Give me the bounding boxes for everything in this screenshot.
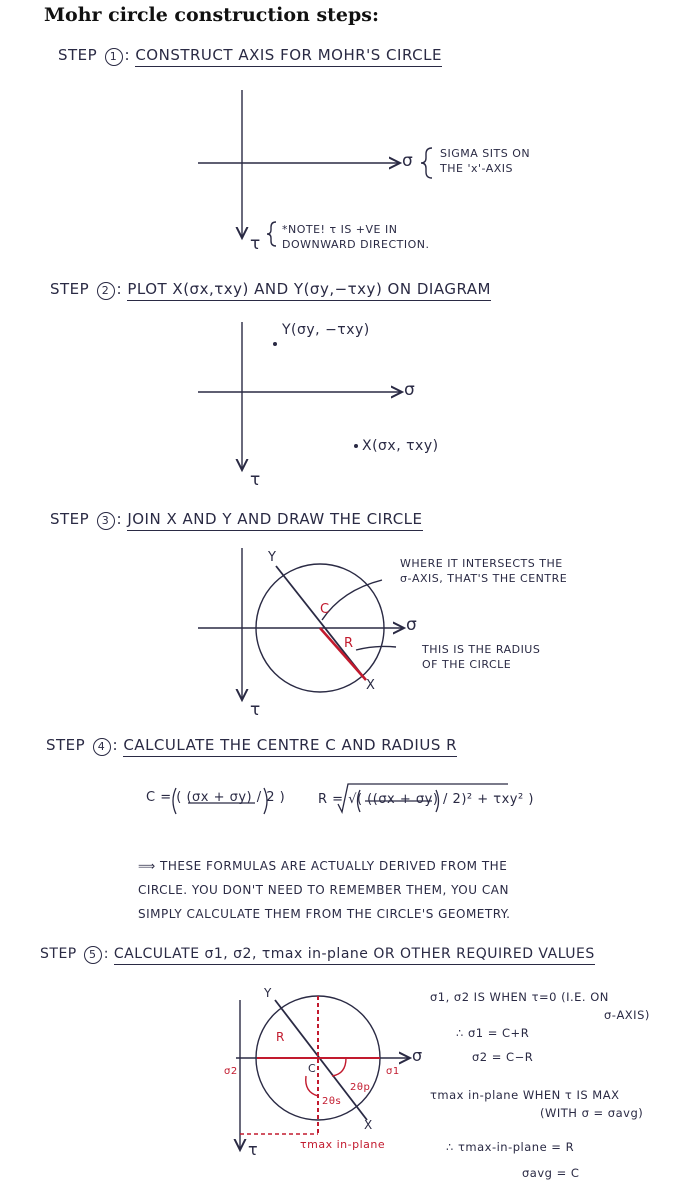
step5-note-5: (WITH σ = σavg): [540, 1106, 644, 1120]
step-1-number: 1: [105, 48, 123, 66]
step-2-number: 2: [97, 282, 115, 300]
step-1-heading: STEP 1 : CONSTRUCT AXIS FOR MOHR'S CIRCLE: [58, 46, 442, 66]
step-4-explanation: ⟹ THESE FORMULAS ARE ACTUALLY DERIVED FROM THE CIRCLE. YOU DON'T NEED TO REMEMBER THEM, YOU CAN SIMPLY CALCULATE THEM FROM THE CIRCLE'S GEOMETRY.: [138, 859, 511, 921]
formula-radius: R = √( ((σx + σy) / 2)² + τxy² ): [318, 792, 534, 807]
step5-note-6: ∴ τmax-in-plane = R: [446, 1140, 575, 1154]
step-5-label-x: X: [364, 1118, 373, 1132]
step-5-diagram: [236, 996, 410, 1150]
step-4-number: 4: [93, 738, 111, 756]
step-5-sigma-label: σ: [412, 1046, 423, 1065]
step-3-label-c: C: [320, 602, 330, 617]
page-title: Mohr circle construction steps:: [44, 4, 380, 26]
step-2-point-y-label: Y(σy, −τxy): [282, 322, 370, 338]
sigma-2-label: σ2: [224, 1066, 238, 1077]
step-3-tau-label: τ: [250, 700, 261, 720]
step5-note-2: ∴ σ1 = C+R: [456, 1026, 530, 1040]
step-1-sigma-note: SIGMA SITS ON THE 'x'-AXIS: [440, 147, 531, 175]
step-1-text: CONSTRUCT AXIS FOR MOHR'S CIRCLE: [135, 46, 442, 67]
tau-max-label: τmax in-plane: [300, 1138, 386, 1151]
step5-note-3: σ2 = C−R: [472, 1050, 534, 1064]
step-3-centre-note: WHERE IT INTERSECTS THE σ-AXIS, THAT'S THE CENTRE: [400, 557, 568, 585]
step-4-prefix: STEP: [46, 736, 86, 754]
step-3-radius-note: THIS IS THE RADIUS OF THE CIRCLE: [422, 643, 541, 671]
step-5-label-c: C: [308, 1062, 317, 1075]
step-5-tau-label: τ: [248, 1140, 259, 1159]
step-3-heading: STEP 3 : JOIN X AND Y AND DRAW THE CIRCLE: [50, 510, 423, 530]
step-5-heading: STEP 5 : CALCULATE σ1, σ2, τmax in-plane OR OTHER REQUIRED VALUES: [40, 946, 595, 964]
step-3-label-y: Y: [268, 550, 277, 565]
step-2-text: PLOT X(σx,τxy) AND Y(σy,−τxy) ON DIAGRAM: [127, 280, 491, 301]
step-2-heading: STEP 2 : PLOT X(σx,τxy) AND Y(σy,−τxy) ON DIAGRAM: [50, 280, 491, 300]
step5-note-7: σavg = C: [522, 1166, 580, 1180]
step-5-prefix: STEP: [40, 946, 77, 962]
step-5-text: CALCULATE σ1, σ2, τmax in-plane OR OTHER REQUIRED VALUES: [114, 946, 595, 965]
step-1-sigma-label: σ: [402, 151, 414, 171]
step-5-label-r: R: [276, 1030, 285, 1044]
step-5-number: 5: [84, 946, 102, 964]
step5-note-4: τmax in-plane WHEN τ IS MAX: [430, 1088, 620, 1102]
angle-2theta-s: 2θs: [322, 1096, 342, 1107]
step-3-sigma-label: σ: [406, 615, 418, 635]
sigma-1-label: σ1: [386, 1066, 400, 1077]
step-3-label-x: X: [366, 678, 376, 693]
step-3-text: JOIN X AND Y AND DRAW THE CIRCLE: [127, 510, 422, 531]
step-3-label-r: R: [344, 636, 354, 651]
step-3-prefix: STEP: [50, 510, 90, 528]
step-4-text: CALCULATE THE CENTRE C AND RADIUS R: [123, 736, 457, 757]
step-4-heading: STEP 4 : CALCULATE THE CENTRE C AND RADIUS R: [46, 736, 457, 756]
step-2-point-y: [273, 342, 277, 346]
step-5-label-y: Y: [264, 986, 272, 1000]
step-3-number: 3: [97, 512, 115, 530]
step-2-tau-label: τ: [250, 470, 261, 490]
angle-2theta-p: 2θp: [350, 1082, 371, 1093]
step5-note-0: σ1, σ2 IS WHEN τ=0 (I.E. ON: [430, 990, 609, 1004]
step-2-point-x: [354, 444, 358, 448]
step-1-tau-note: *NOTE! τ IS +VE IN DOWNWARD DIRECTION.: [282, 223, 430, 251]
step-2-prefix: STEP: [50, 280, 90, 298]
step-1-prefix: STEP: [58, 46, 98, 64]
step-2-point-x-label: X(σx, τxy): [362, 438, 439, 454]
step5-note-1: σ-AXIS): [604, 1008, 650, 1022]
formula-centre: C = ( (σx + σy) / 2 ): [146, 790, 286, 805]
step-2-sigma-label: σ: [404, 380, 416, 400]
step-1-tau-label: τ: [250, 234, 261, 254]
